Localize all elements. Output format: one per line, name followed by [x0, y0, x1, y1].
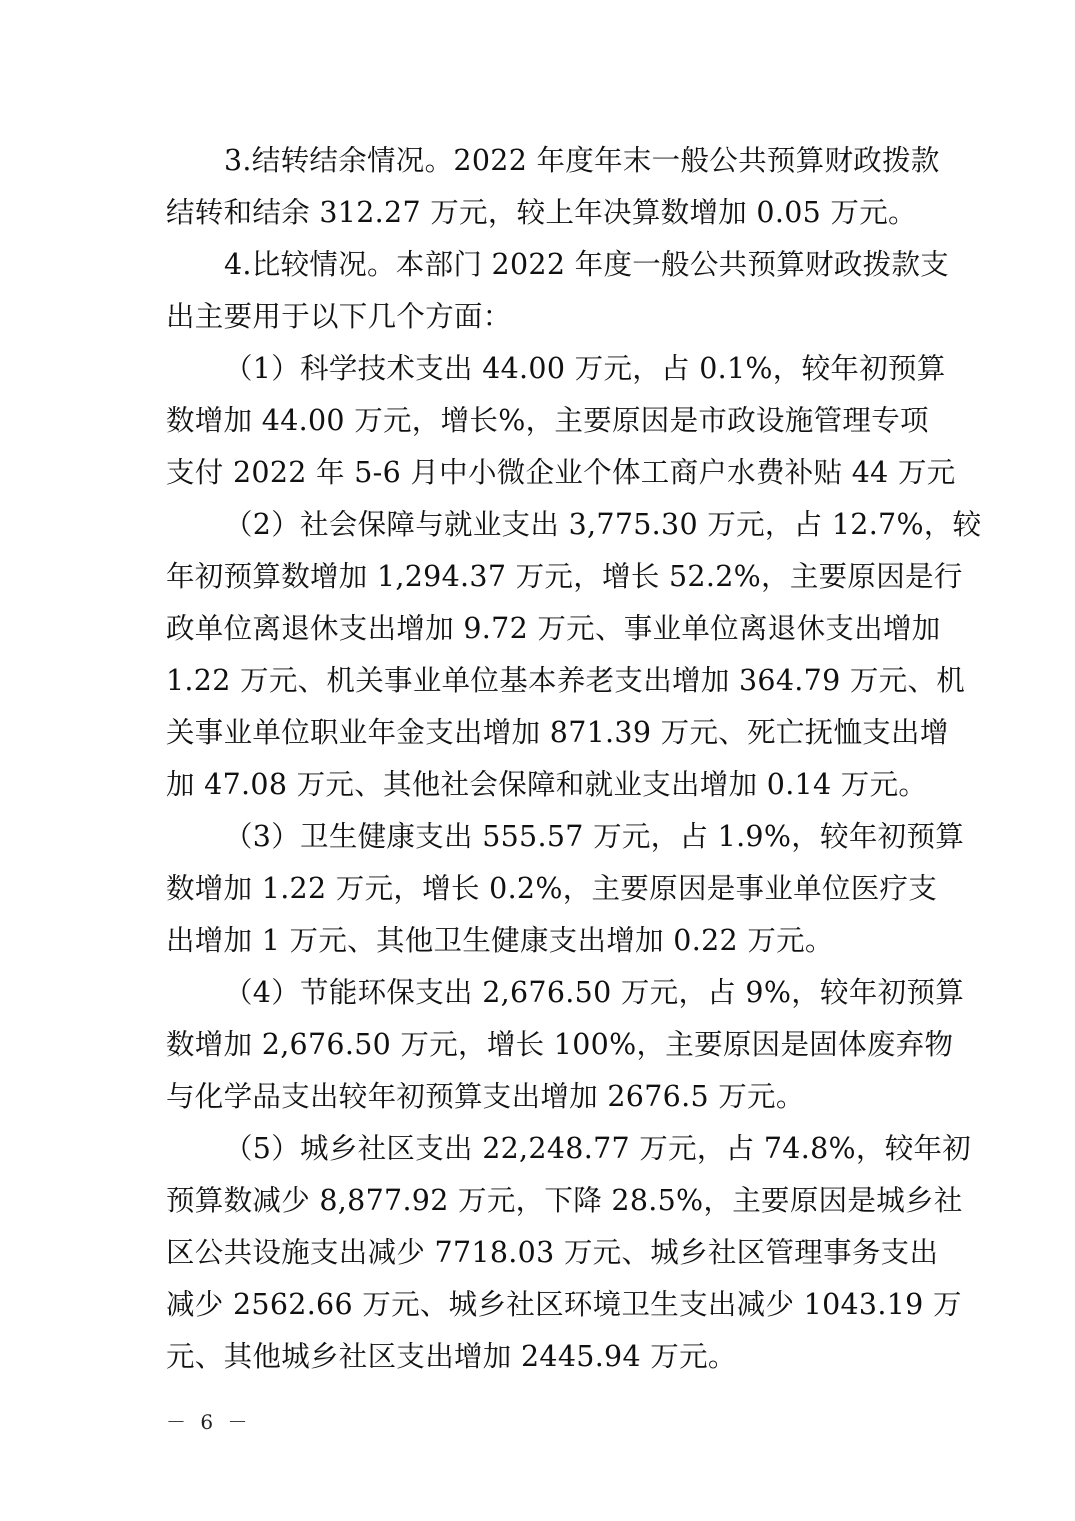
text-line: 年初预算数增加 1,294.37 万元，增长 52.2%，主要原因是行: [166, 560, 963, 593]
text-line: 数增加 2,676.50 万元，增长 100%，主要原因是固体废弃物: [166, 1028, 954, 1061]
page-number: － 6 －: [166, 1410, 252, 1434]
text-line: （1）科学技术支出 44.00 万元，占 0.1%，较年初预算: [224, 352, 946, 385]
text-line: （2）社会保障与就业支出 3,775.30 万元，占 12.7%，较: [224, 508, 982, 541]
text-line: （3）卫生健康支出 555.57 万元，占 1.9%，较年初预算: [224, 820, 965, 853]
text-line: 减少 2562.66 万元、城乡社区环境卫生支出减少 1043.19 万: [166, 1288, 962, 1321]
text-line: 支付 2022 年 5-6 月中小微企业个体工商户水费补贴 44 万元: [166, 456, 956, 489]
text-line: 1.22 万元、机关事业单位基本养老支出增加 364.79 万元、机: [166, 664, 966, 697]
text-line: 出增加 1 万元、其他卫生健康支出增加 0.22 万元。: [166, 924, 834, 957]
document-body: [166, 135, 982, 1383]
text-line: （5）城乡社区支出 22,248.77 万元，占 74.8%，较年初: [224, 1132, 972, 1165]
text-line: 元、其他城乡社区支出增加 2445.94 万元。: [166, 1340, 737, 1373]
text-line: （4）节能环保支出 2,676.50 万元，占 9%，较年初预算: [224, 976, 965, 1009]
text-line: 数增加 44.00 万元，增长%，主要原因是市政设施管理专项: [166, 404, 929, 437]
text-line: 区公共设施支出减少 7718.03 万元、城乡社区管理事务支出: [166, 1236, 939, 1269]
text-line: 政单位离退休支出增加 9.72 万元、事业单位离退休支出增加: [166, 612, 941, 645]
text-line: 3.结转结余情况。2022 年度年末一般公共预算财政拨款: [224, 144, 940, 177]
text-line: 与化学品支出较年初预算支出增加 2676.5 万元。: [166, 1080, 805, 1113]
text-line: 关事业单位职业年金支出增加 871.39 万元、死亡抚恤支出增: [166, 716, 949, 749]
text-line: 结转和结余 312.27 万元，较上年决算数增加 0.05 万元。: [166, 196, 917, 229]
text-line: 4.比较情况。本部门 2022 年度一般公共预算财政拨款支: [224, 248, 950, 281]
text-line: 加 47.08 万元、其他社会保障和就业支出增加 0.14 万元。: [166, 768, 928, 801]
text-line: 预算数减少 8,877.92 万元，下降 28.5%，主要原因是城乡社: [166, 1184, 963, 1217]
text-line: 数增加 1.22 万元，增长 0.2%，主要原因是事业单位医疗支: [166, 872, 938, 905]
text-line: 出主要用于以下几个方面：: [166, 300, 512, 333]
